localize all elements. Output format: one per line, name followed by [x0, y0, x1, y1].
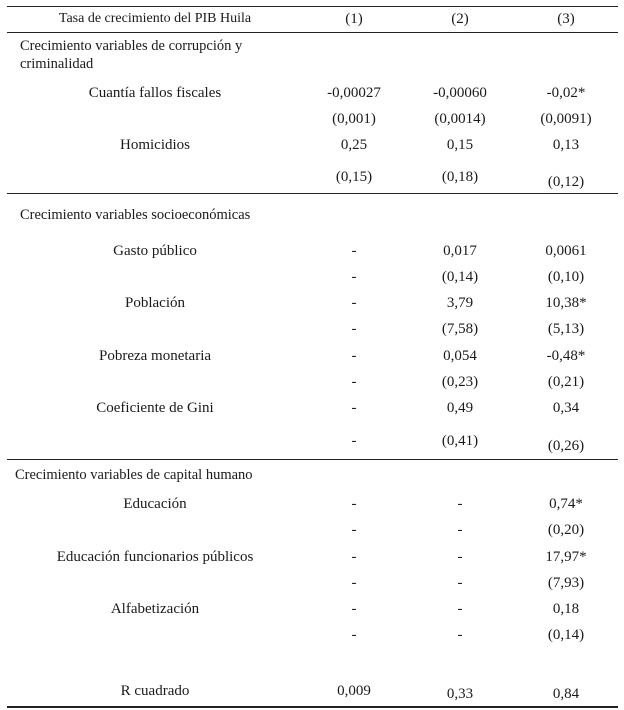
se-cell: -	[457, 522, 463, 538]
se-cell: (7,93)	[547, 575, 585, 591]
rsquared-label: R cuadrado	[120, 683, 190, 699]
se-cell: (0,001)	[332, 111, 376, 127]
row-label: Población	[125, 295, 185, 311]
column-1-header: (1)	[345, 11, 363, 27]
row-label: Alfabetización	[110, 601, 200, 617]
row-label: Pobreza monetaria	[98, 348, 212, 364]
coef-cell: -	[351, 295, 357, 311]
coef-cell: -	[351, 243, 357, 259]
coef-cell: 10,38*	[545, 295, 587, 311]
rsquared-cell: 0,84	[552, 686, 580, 702]
coef-cell: -	[457, 496, 463, 512]
row-label: Educación funcionarios públicos	[56, 549, 254, 565]
section-title-corruption-line2: criminalidad	[20, 56, 94, 72]
row-label: Educación	[123, 496, 187, 512]
coef-cell: 0,74*	[549, 496, 583, 512]
dependent-variable-header: Tasa de crecimiento del PIB Huila	[58, 11, 252, 26]
row-label: Cuantía fallos fiscales	[88, 85, 222, 101]
se-cell: -	[457, 575, 463, 591]
se-cell: (0,21)	[547, 374, 585, 390]
se-cell: -	[351, 269, 357, 285]
coef-cell: -	[351, 348, 357, 364]
coef-cell: -	[351, 601, 357, 617]
coef-cell: -	[457, 601, 463, 617]
se-cell: (0,41)	[441, 433, 479, 449]
se-cell: (0,0014)	[434, 111, 486, 127]
se-cell: -	[351, 522, 357, 538]
row-label: Gasto público	[113, 243, 197, 259]
se-cell: (0,14)	[441, 269, 479, 285]
coef-cell: -0,48*	[546, 348, 586, 364]
coef-cell: 0,49	[446, 400, 474, 416]
section-title-human-capital: Crecimiento variables de capital humano	[15, 467, 253, 483]
coef-cell: -	[351, 549, 357, 565]
coef-cell: -0,00060	[433, 85, 487, 101]
column-3-header: (3)	[557, 11, 575, 27]
se-cell: (0,12)	[547, 174, 585, 190]
coef-cell: -	[457, 549, 463, 565]
coef-cell: 0,25	[340, 137, 368, 153]
coef-cell: 0,054	[443, 348, 477, 364]
se-cell: (0,14)	[547, 627, 585, 643]
coef-cell: -	[351, 496, 357, 512]
coef-cell: -	[351, 400, 357, 416]
se-cell: -	[457, 627, 463, 643]
row-label: Homicidios	[120, 137, 190, 153]
header-rule	[7, 32, 618, 33]
coef-cell: 0,13	[552, 137, 580, 153]
se-cell: (0,18)	[441, 169, 479, 185]
se-cell: (0,15)	[335, 169, 373, 185]
section-title-corruption: Crecimiento variables de corrupción y	[20, 38, 243, 54]
row-label: Coeficiente de Gini	[96, 400, 214, 416]
se-cell: (0,20)	[547, 522, 585, 538]
se-cell: (5,13)	[547, 321, 585, 337]
se-cell: -	[351, 374, 357, 390]
se-cell: (0,0091)	[540, 111, 592, 127]
se-cell: (7,58)	[441, 321, 479, 337]
se-cell: -	[351, 433, 357, 449]
se-cell: -	[351, 575, 357, 591]
coef-cell: 0,017	[443, 243, 477, 259]
se-cell: -	[351, 627, 357, 643]
coef-cell: 3,79	[446, 295, 474, 311]
bottom-rule	[7, 706, 618, 708]
se-cell: (0,26)	[547, 438, 585, 454]
section-title-socioeconomic: Crecimiento variables socioeconómicas	[20, 207, 251, 223]
se-cell: (0,23)	[441, 374, 479, 390]
top-rule	[7, 6, 618, 7]
coef-cell: 0,18	[552, 601, 580, 617]
rsquared-cell: 0,33	[446, 686, 474, 702]
rsquared-cell: 0,009	[337, 683, 371, 699]
coef-cell: 0,15	[446, 137, 474, 153]
coef-cell: -0,00027	[327, 85, 381, 101]
section-rule-1	[7, 193, 618, 194]
se-cell: (0,10)	[547, 269, 585, 285]
section-rule-2	[7, 459, 618, 460]
coef-cell: -0,02*	[546, 85, 586, 101]
coef-cell: 17,97*	[545, 549, 587, 565]
coef-cell: 0,0061	[545, 243, 587, 259]
se-cell: -	[351, 321, 357, 337]
coef-cell: 0,34	[552, 400, 580, 416]
column-2-header: (2)	[451, 11, 469, 27]
